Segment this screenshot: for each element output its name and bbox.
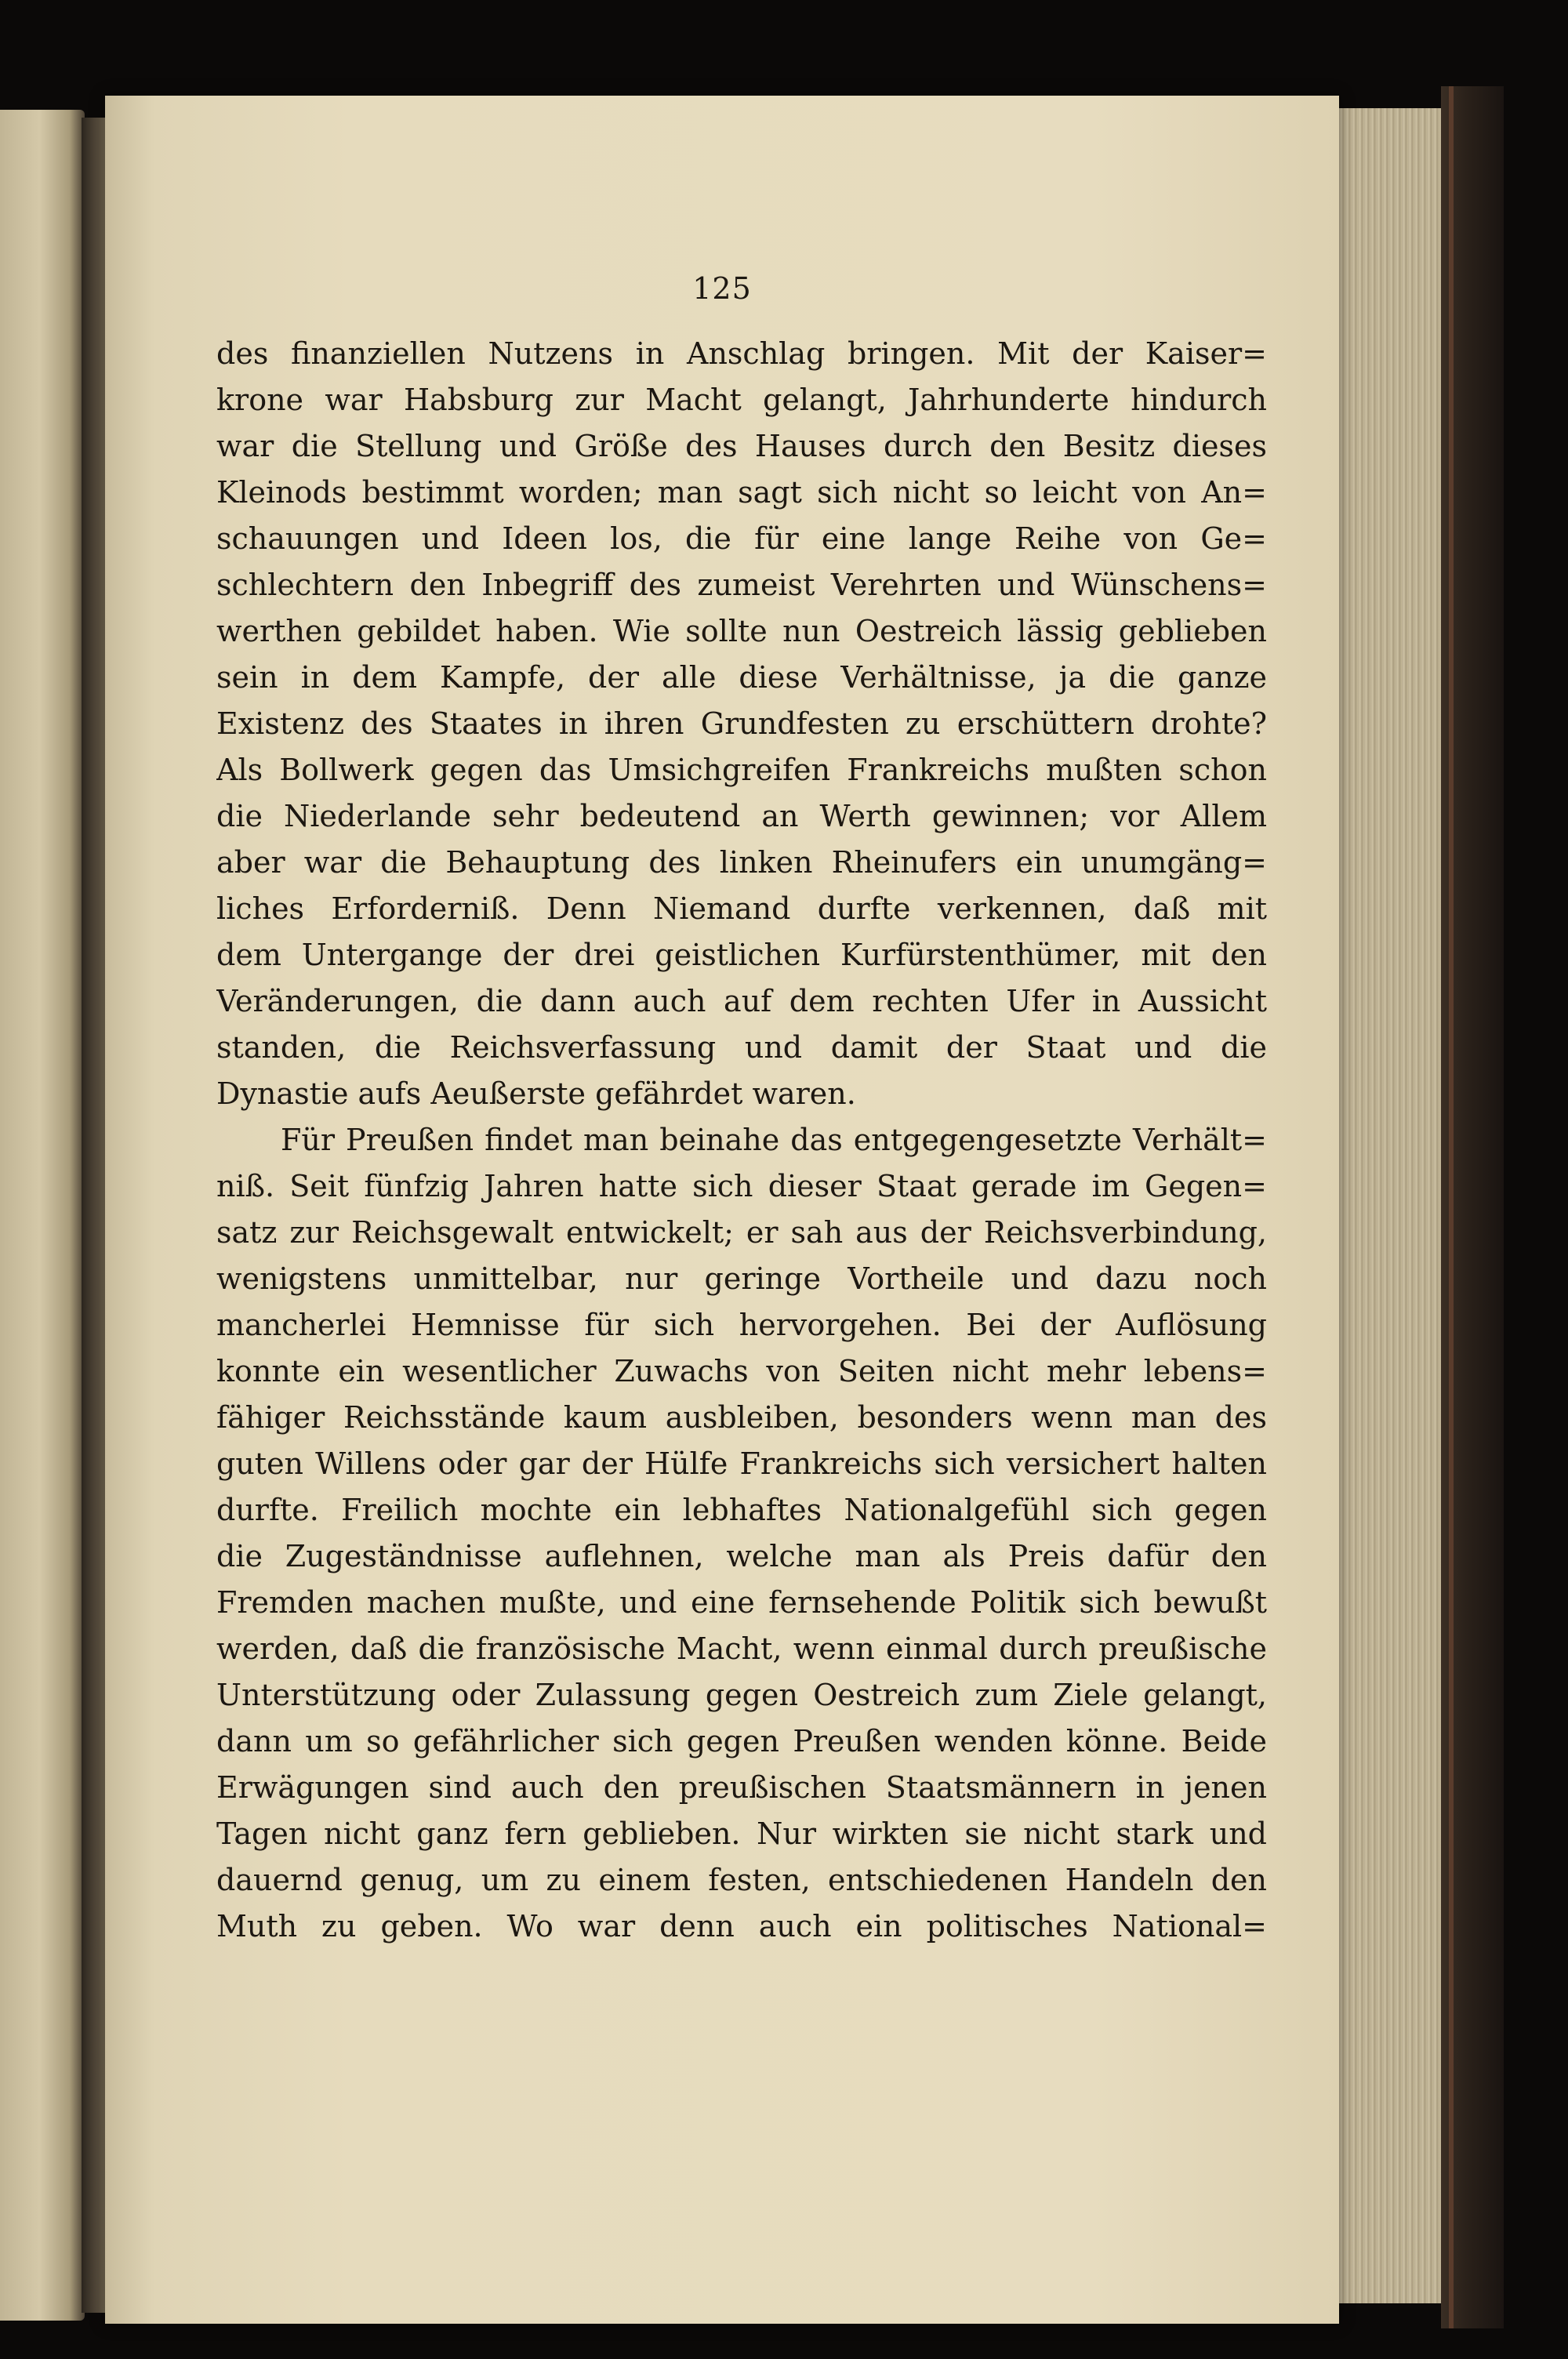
- text-line: Als Bollwerk gegen das Umsichgreifen Frankreichs mußten schon: [216, 753, 1267, 787]
- text-line: wenigstens unmittelbar, nur geringe Vortheile und dazu noch: [216, 1261, 1267, 1296]
- text-line: Fremden machen mußte, und eine fernsehende Politik sich bewußt: [216, 1585, 1267, 1620]
- text-line: schauungen und Ideen los, die für eine lange Reihe von Ge=: [216, 521, 1267, 556]
- text-line: werthen gebildet haben. Wie sollte nun Oestreich lässig geblieben: [216, 614, 1267, 648]
- text-line: konnte ein wesentlicher Zuwachs von Seiten nicht mehr lebens=: [216, 1354, 1267, 1388]
- text-line: schlechtern den Inbegriff des zumeist Verehrten und Wünschens=: [216, 568, 1267, 602]
- page-stack-edge: [1339, 108, 1444, 2303]
- text-line: die Niederlande sehr bedeutend an Werth gewinnen; vor Allem: [216, 799, 1267, 833]
- text-line: werden, daß die französische Macht, wenn einmal durch preußische: [216, 1631, 1267, 1666]
- text-line: des finanziellen Nutzens in Anschlag bringen. Mit der Kaiser=: [216, 336, 1267, 371]
- text-line: mancherlei Hemnisse für sich hervorgehen. Bei der Auflösung: [216, 1308, 1267, 1342]
- text-line: niß. Seit fünfzig Jahren hatte sich dieser Staat gerade im Gegen=: [216, 1169, 1267, 1203]
- text-line: die Zugeständnisse auflehnen, welche man als Preis dafür den: [216, 1539, 1267, 1573]
- text-line: liches Erforderniß. Denn Niemand durfte verkennen, daß mit: [216, 891, 1267, 926]
- text-line: durfte. Freilich mochte ein lebhaftes Nationalgefühl sich gegen: [216, 1493, 1267, 1527]
- text-line: dann um so gefährlicher sich gegen Preußen wenden könne. Beide: [216, 1724, 1267, 1758]
- text-line: aber war die Behauptung des linken Rheinufers ein unumgäng=: [216, 845, 1267, 880]
- text-line: fähiger Reichsstände kaum ausbleiben, besonders wenn man des: [216, 1400, 1267, 1435]
- text-line: Erwägungen sind auch den preußischen Staatsmännern in jenen: [216, 1770, 1267, 1805]
- book-page: [105, 96, 1339, 2324]
- text-line: krone war Habsburg zur Macht gelangt, Jahrhunderte hindurch: [216, 383, 1267, 417]
- left-page-edge: [0, 110, 85, 2321]
- book-cover-edge: [1441, 86, 1504, 2328]
- page-text: [216, 331, 1267, 1950]
- text-line: Muth zu geben. Wo war denn auch ein politisches National=: [216, 1909, 1267, 1943]
- text-line: dauernd genug, um zu einem festen, entschiedenen Handeln den: [216, 1863, 1267, 1897]
- text-line: dem Untergange der drei geistlichen Kurfürstenthümer, mit den: [216, 938, 1267, 972]
- text-line: Dynastie aufs Aeußerste gefährdet waren.: [216, 1076, 856, 1111]
- text-line: sein in dem Kampfe, der alle diese Verhältnisse, ja die ganze: [216, 660, 1267, 695]
- text-line: guten Willens oder gar der Hülfe Frankreichs sich versichert halten: [216, 1446, 1267, 1481]
- page-number: 125: [692, 271, 752, 306]
- text-line: standen, die Reichsverfassung und damit der Staat und die: [216, 1030, 1267, 1065]
- text-line: Veränderungen, die dann auch auf dem rechten Ufer in Aussicht: [216, 984, 1267, 1018]
- text-line: Unterstützung oder Zulassung gegen Oestreich zum Ziele gelangt,: [216, 1678, 1267, 1712]
- text-line: Für Preußen findet man beinahe das entgegengesetzte Verhält=: [281, 1123, 1267, 1157]
- text-line: satz zur Reichsgewalt entwickelt; er sah aus der Reichsverbindung,: [216, 1215, 1267, 1250]
- text-line: Tagen nicht ganz fern geblieben. Nur wirkten sie nicht stark und: [216, 1816, 1267, 1851]
- text-line: Existenz des Staates in ihren Grundfesten zu erschüttern drohte?: [216, 706, 1267, 741]
- text-line: war die Stellung und Größe des Hauses durch den Besitz dieses: [216, 429, 1267, 463]
- text-line: Kleinods bestimmt worden; man sagt sich nicht so leicht von An=: [216, 475, 1267, 510]
